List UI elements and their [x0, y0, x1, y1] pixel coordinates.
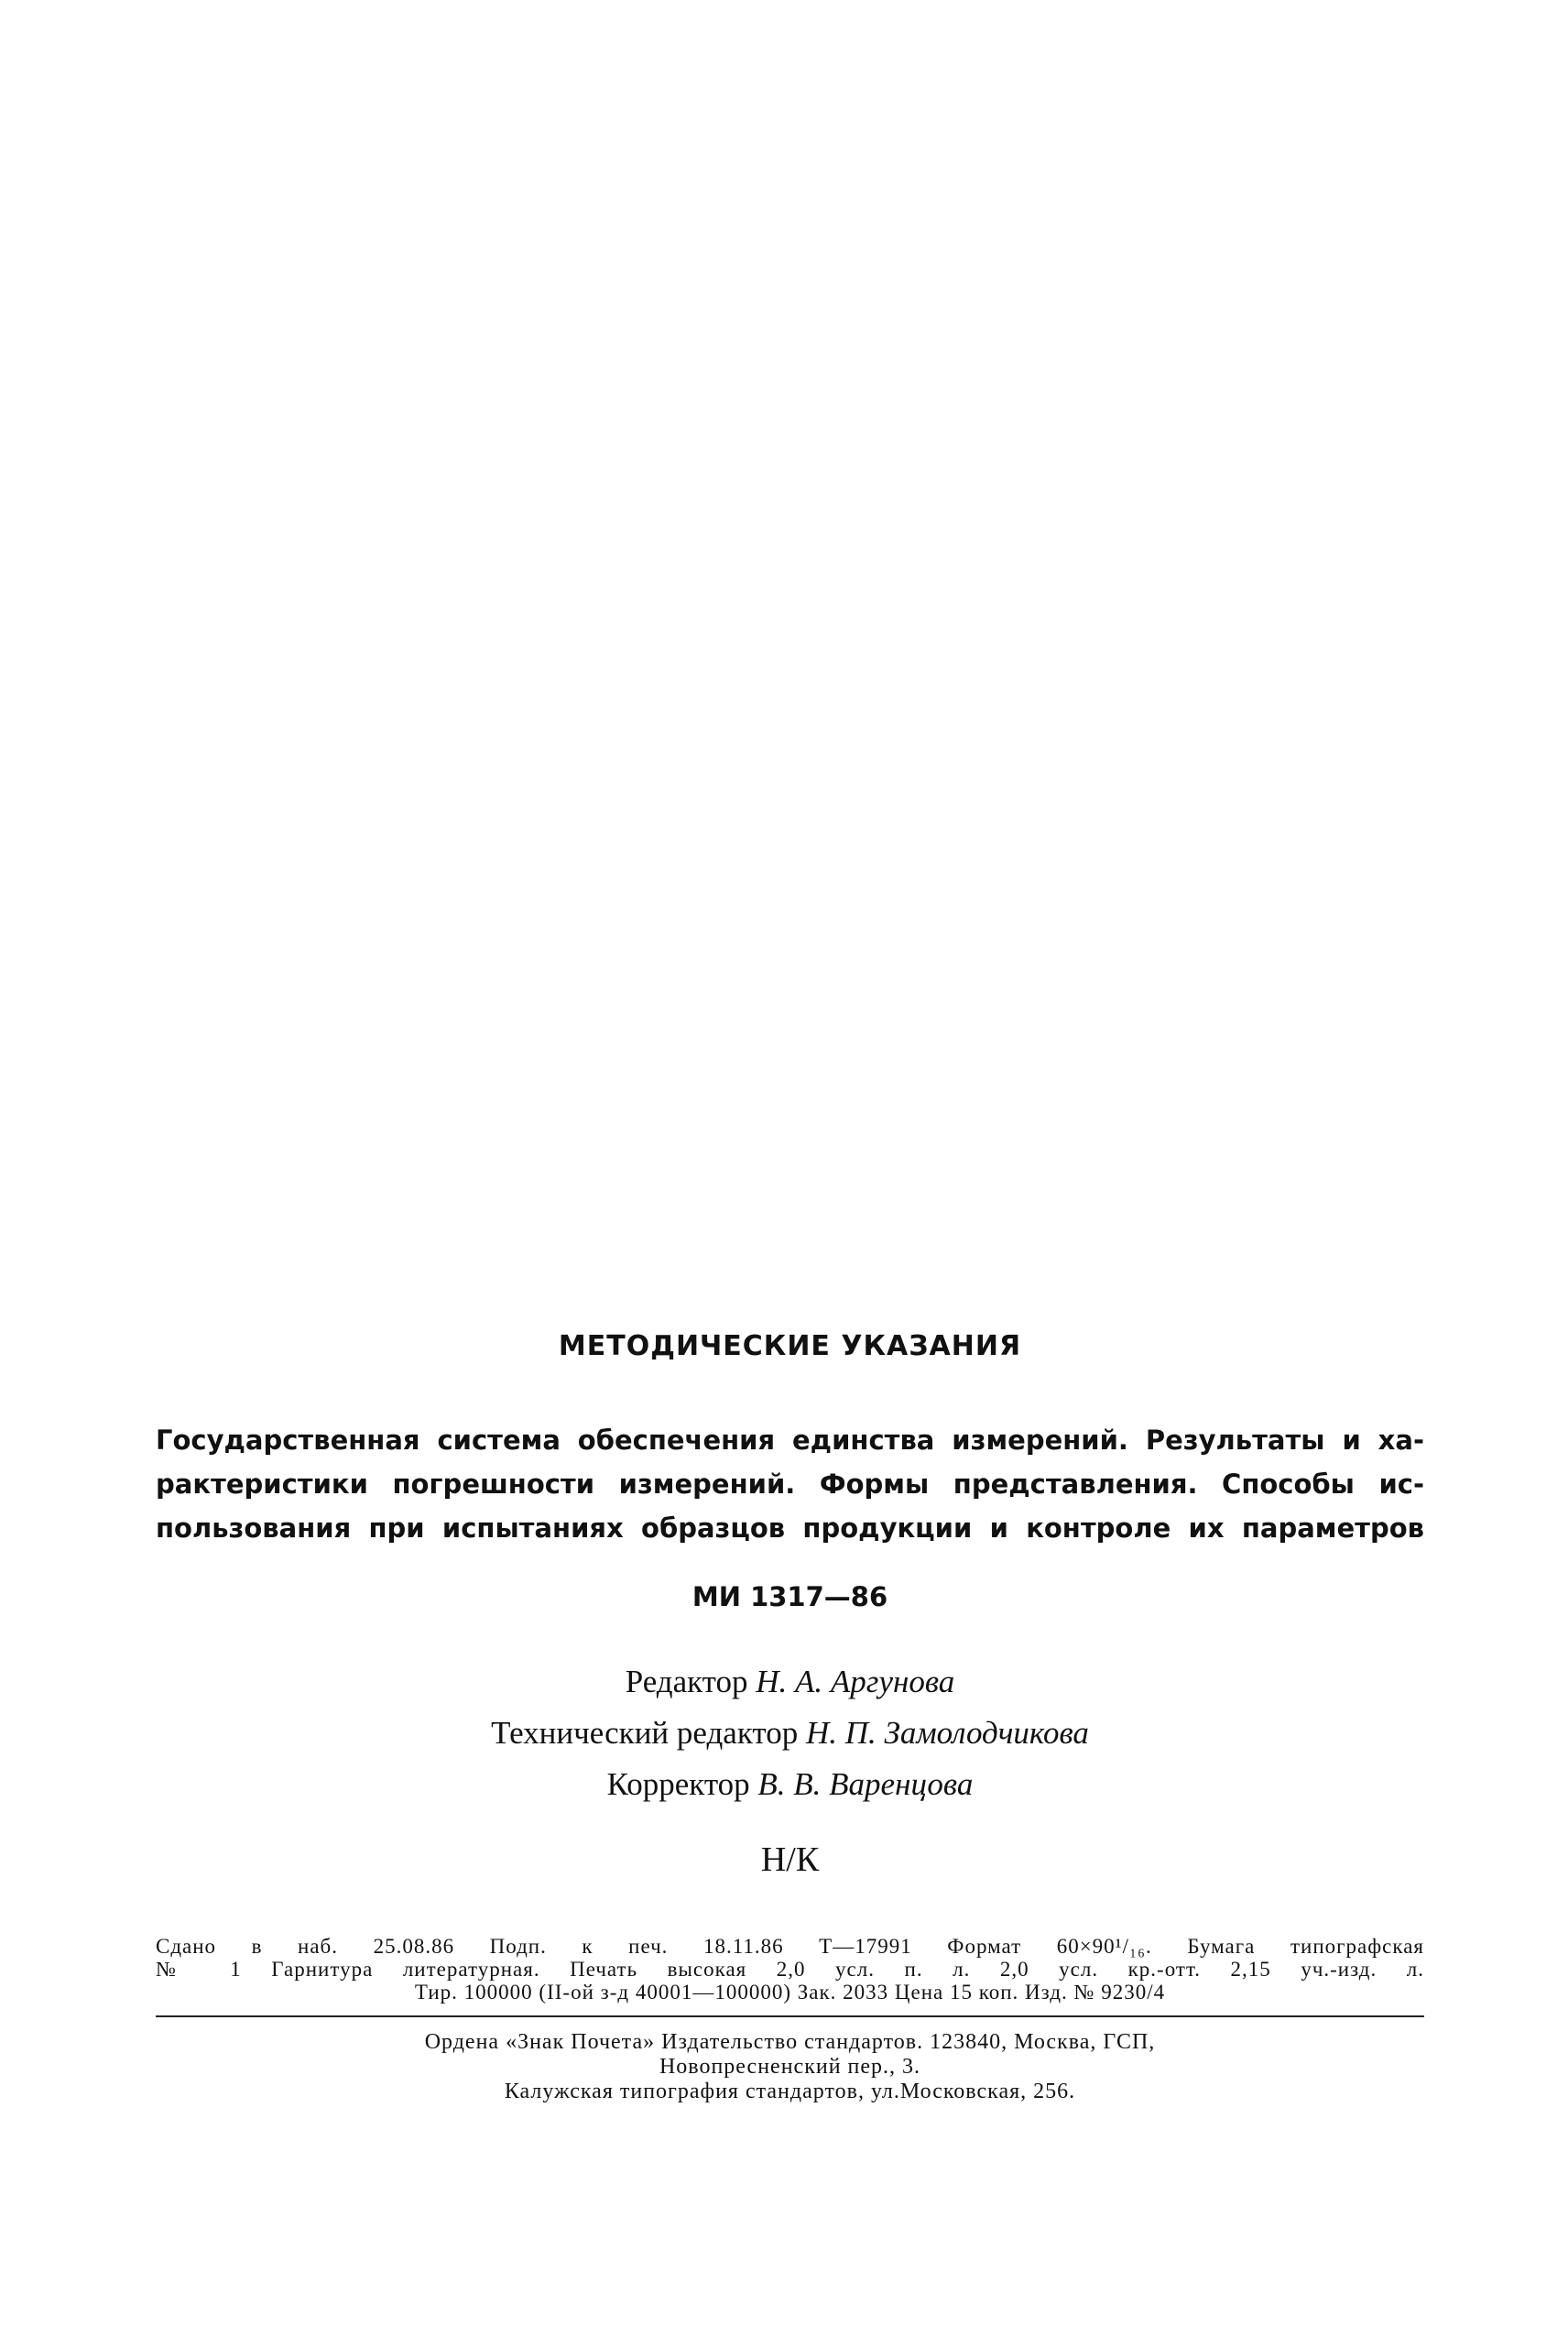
- title-line: пользования при испытаниях образцов продукции и контроле их параметров: [156, 1512, 1424, 1544]
- document-title: [156, 1418, 1424, 1550]
- publisher-line: Новопресненский пер., 3.: [659, 2055, 921, 2079]
- imprint-line: Тир. 100000 (II-ой з-д 40001—100000) Зак. 2033 Цена 15 коп. Изд. № 9230/4: [414, 1981, 1166, 2004]
- credit-role: Технический редактор: [491, 1715, 799, 1751]
- credit-name: Н. П. Замолодчикова: [805, 1715, 1089, 1751]
- edition-mark: Н/К: [760, 1840, 820, 1879]
- credit-editor: [156, 1656, 1424, 1708]
- title-line: рактеристики погрешности измерений. Формы представления. Способы ис-: [156, 1469, 1424, 1500]
- imprint: [156, 1935, 1424, 2004]
- publisher-line: Калужская типография стандартов, ул.Московская, 256.: [504, 2080, 1076, 2103]
- publisher-line: Ордена «Знак Почета» Издательство стандартов. 123840, Москва, ГСП,: [424, 2030, 1156, 2054]
- imprint-line: Сдано в наб. 25.08.86 Подп. к печ. 18.11.86 Т—17991 Формат 60×90¹/₁₆. Бумага типографская: [156, 1935, 1424, 1958]
- title-line: Государственная система обеспечения единства измерений. Результаты и ха-: [156, 1425, 1424, 1456]
- page-heading: МЕТОДИЧЕСКИЕ УКАЗАНИЯ: [558, 1330, 1022, 1362]
- credit-technical-editor: [156, 1708, 1424, 1759]
- credit-role: Редактор: [625, 1664, 748, 1699]
- credit-name: Н. А. Аргунова: [756, 1664, 955, 1699]
- credit-role: Корректор: [606, 1766, 750, 1802]
- credit-proofreader: [156, 1759, 1424, 1810]
- credits: [156, 1656, 1424, 1810]
- imprint-line: № 1 Гарнитура литературная. Печать высокая 2,0 усл. п. л. 2,0 усл. кр.-отт. 2,15 уч.-изд. л.: [156, 1958, 1424, 1981]
- divider: [156, 2015, 1424, 2017]
- publisher-info: [156, 2030, 1424, 2104]
- credit-name: В. В. Варенцова: [757, 1766, 974, 1802]
- document-code: МИ 1317—86: [691, 1581, 888, 1612]
